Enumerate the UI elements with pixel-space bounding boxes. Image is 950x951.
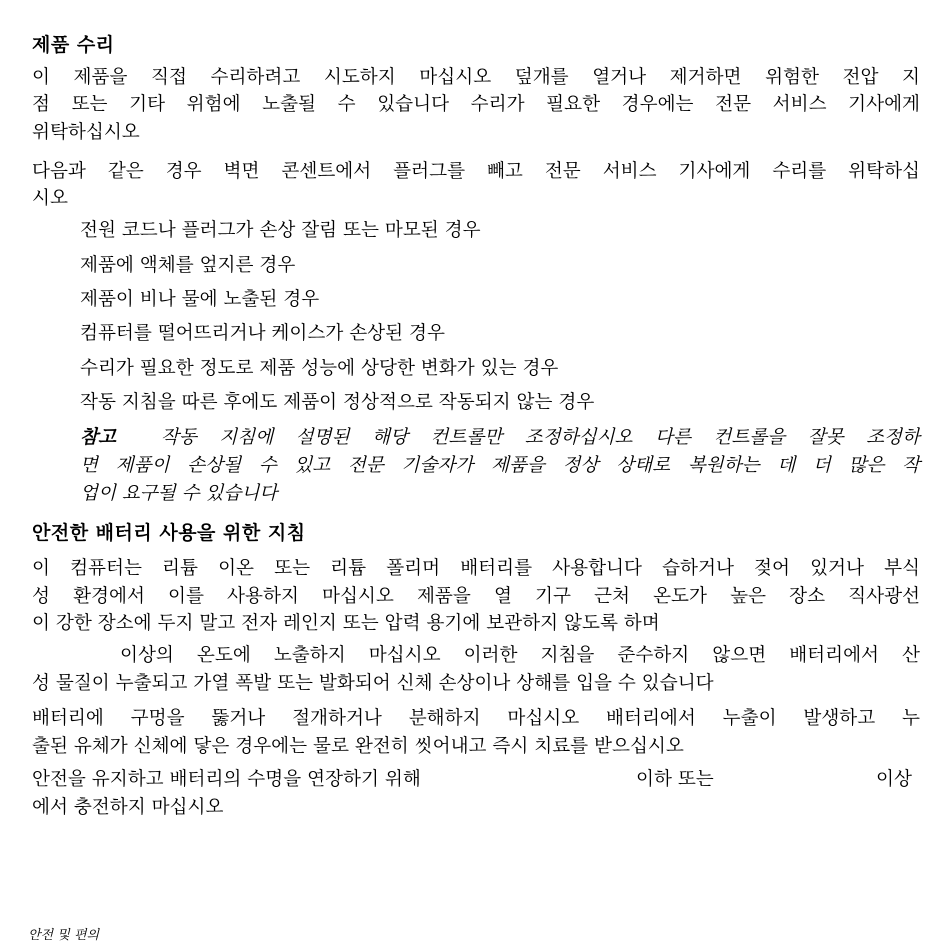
repair-paragraph-1-line-2: 점 또는 기타 위험에 노출될 수 있습니다 수리가 필요한 경우에는 전문 서비스 기사에게 <box>32 94 920 115</box>
battery-paragraph-1-line-4: 이상의 온도에 노출하지 마십시오 이러한 지침을 준수하지 않으면 배터리에서 산 <box>120 645 920 666</box>
battery-paragraph-3-line-1c: 이상 <box>876 769 912 790</box>
battery-paragraph-3-line-2: 에서 충전하지 마십시오 <box>32 797 224 818</box>
repair-case-item: 전원 코드나 플러그가 손상 잘림 또는 마모된 경우 <box>80 220 481 241</box>
note-line-3: 업이 요구될 수 있습니다 <box>80 483 278 504</box>
repair-paragraph-2-line-1: 다음과 같은 경우 벽면 콘센트에서 플러그를 빼고 전문 서비스 기사에게 수리를 위탁하십 <box>32 161 920 182</box>
note-label: 참고 <box>80 427 116 448</box>
battery-paragraph-1-line-3: 이 강한 장소에 두지 말고 전자 레인지 또는 압력 용기에 보관하지 않도록 하며 <box>32 613 660 634</box>
section-heading-battery: 안전한 배터리 사용을 위한 지침 <box>32 522 306 544</box>
repair-case-item: 제품이 비나 물에 노출된 경우 <box>80 289 320 310</box>
repair-paragraph-1-line-3: 위탁하십시오 <box>32 122 140 143</box>
battery-paragraph-2-line-1: 배터리에 구멍을 뚫거나 절개하거나 분해하지 마십시오 배터리에서 누출이 발생하고 누 <box>32 708 920 729</box>
repair-paragraph-1-line-1: 이 제품을 직접 수리하려고 시도하지 마십시오 덮개를 열거나 제거하면 위험한 전압 지 <box>32 67 920 88</box>
note-line-1 <box>80 425 920 451</box>
repair-case-item: 제품에 액체를 엎지른 경우 <box>80 255 296 276</box>
battery-paragraph-1-line-2: 성 환경에서 이를 사용하지 마십시오 제품을 열 기구 근처 온도가 높은 장소 직사광선 <box>32 586 920 607</box>
repair-case-item: 컴퓨터를 떨어뜨리거나 케이스가 손상된 경우 <box>80 323 445 344</box>
section-heading-repair: 제품 수리 <box>32 34 115 56</box>
note-text-1: 작동 지침에 설명된 해당 컨트롤만 조정하십시오 다른 컨트롤을 잘못 조정하 <box>160 427 920 448</box>
repair-paragraph-2-line-2: 시오 <box>32 188 68 209</box>
note-line-2: 면 제품이 손상될 수 있고 전문 기술자가 제품을 정상 상태로 복원하는 데 더 많은 작 <box>80 455 920 476</box>
repair-case-item: 수리가 필요한 정도로 제품 성능에 상당한 변화가 있는 경우 <box>80 358 559 379</box>
battery-paragraph-3-line-1a: 안전을 유지하고 배터리의 수명을 연장하기 위해 <box>32 769 421 790</box>
battery-paragraph-2-line-2: 출된 유체가 신체에 닿은 경우에는 물로 완전히 씻어내고 즉시 치료를 받으십시오 <box>32 736 684 757</box>
page-footer: 안전 및 편의 <box>28 928 100 943</box>
battery-paragraph-1-line-5: 성 물질이 누출되고 가열 폭발 또는 발화되어 신체 손상이나 상해를 입을 수 있습니다 <box>32 673 714 694</box>
repair-case-item: 작동 지침을 따른 후에도 제품이 정상적으로 작동되지 않는 경우 <box>80 392 595 413</box>
battery-paragraph-3-line-1b: 이하 또는 <box>636 769 714 790</box>
battery-paragraph-1-line-1: 이 컴퓨터는 리튬 이온 또는 리튬 폴리머 배터리를 사용합니다 습하거나 젖어 있거나 부식 <box>32 558 920 579</box>
